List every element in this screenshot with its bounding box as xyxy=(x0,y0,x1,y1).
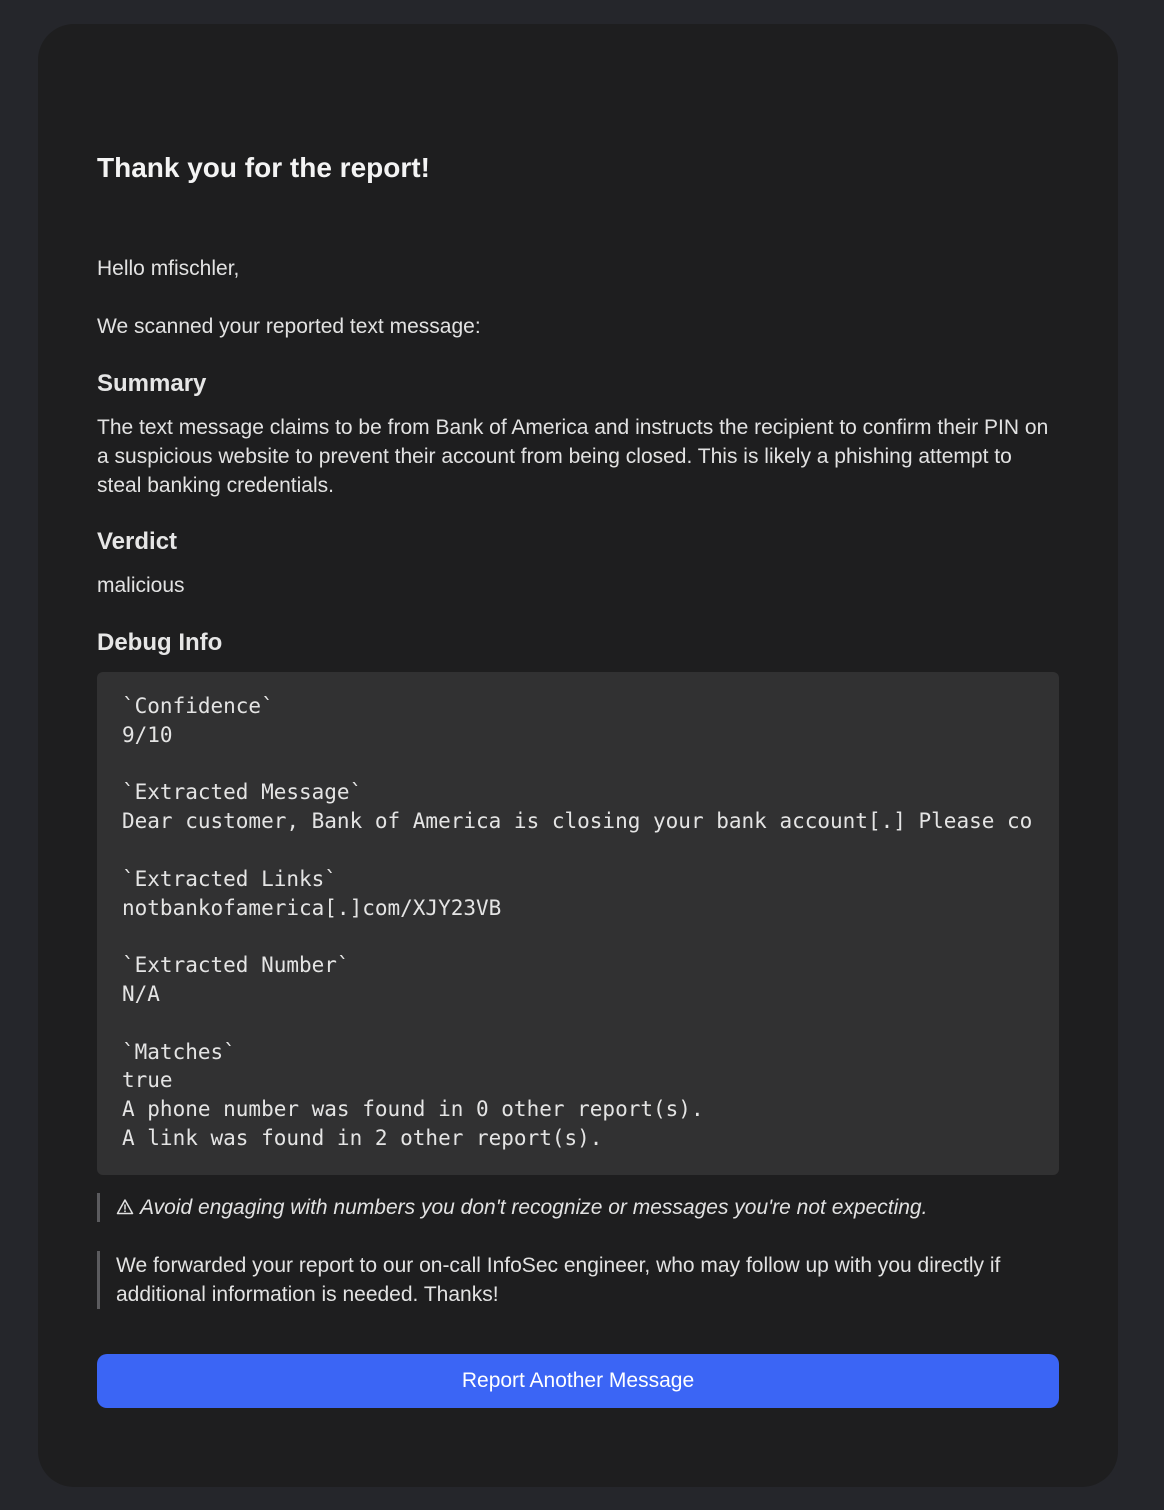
summary-text: The text message claims to be from Bank of America and instructs the recipient to confirm their PIN on a suspicious website to prevent their account from being closed. This is likely a phishing attempt to steal banking credentials. xyxy=(97,416,1049,497)
verdict-heading: Verdict xyxy=(97,528,178,555)
forward-note-text: We forwarded your report to our on-call InfoSec engineer, who may follow up with you directly if additional information is needed. Thanks! xyxy=(116,1254,1001,1306)
debug-line: `Confidence` xyxy=(122,694,274,718)
debug-line: `Extracted Number` xyxy=(122,953,350,977)
debug-line: `Matches` xyxy=(122,1040,236,1064)
debug-code-block[interactable] xyxy=(97,672,1059,1175)
warning-text-row xyxy=(116,1193,927,1222)
debug-line: A phone number was found in 0 other report(s). xyxy=(122,1097,704,1121)
greeting-text: Hello mfischler, xyxy=(97,257,240,280)
debug-line: N/A xyxy=(122,982,160,1006)
warning-triangle-icon xyxy=(116,1198,134,1216)
debug-heading: Debug Info xyxy=(97,629,223,656)
debug-line: Dear customer, Bank of America is closing your bank account[.] Please co xyxy=(122,809,1033,833)
debug-line: notbankofamerica[.]com/XJY23VB xyxy=(122,896,502,920)
forward-note-quote xyxy=(97,1251,1016,1309)
debug-line: `Extracted Links` xyxy=(122,867,337,891)
page-title: Thank you for the report! xyxy=(97,152,430,183)
summary-heading: Summary xyxy=(97,370,207,397)
debug-line: `Extracted Message` xyxy=(122,780,363,804)
debug-line: true xyxy=(122,1068,173,1092)
intro-text: We scanned your reported text message: xyxy=(97,315,481,338)
warning-quote xyxy=(97,1193,927,1222)
verdict-value: malicious xyxy=(97,574,185,597)
warning-text: Avoid engaging with numbers you don't recognize or messages you're not expecting. xyxy=(140,1196,928,1219)
debug-line: A link was found in 2 other report(s). xyxy=(122,1126,603,1150)
report-another-message-button[interactable]: Report Another Message xyxy=(97,1354,1059,1408)
report-card xyxy=(38,24,1118,1487)
debug-line: 9/10 xyxy=(122,723,173,747)
